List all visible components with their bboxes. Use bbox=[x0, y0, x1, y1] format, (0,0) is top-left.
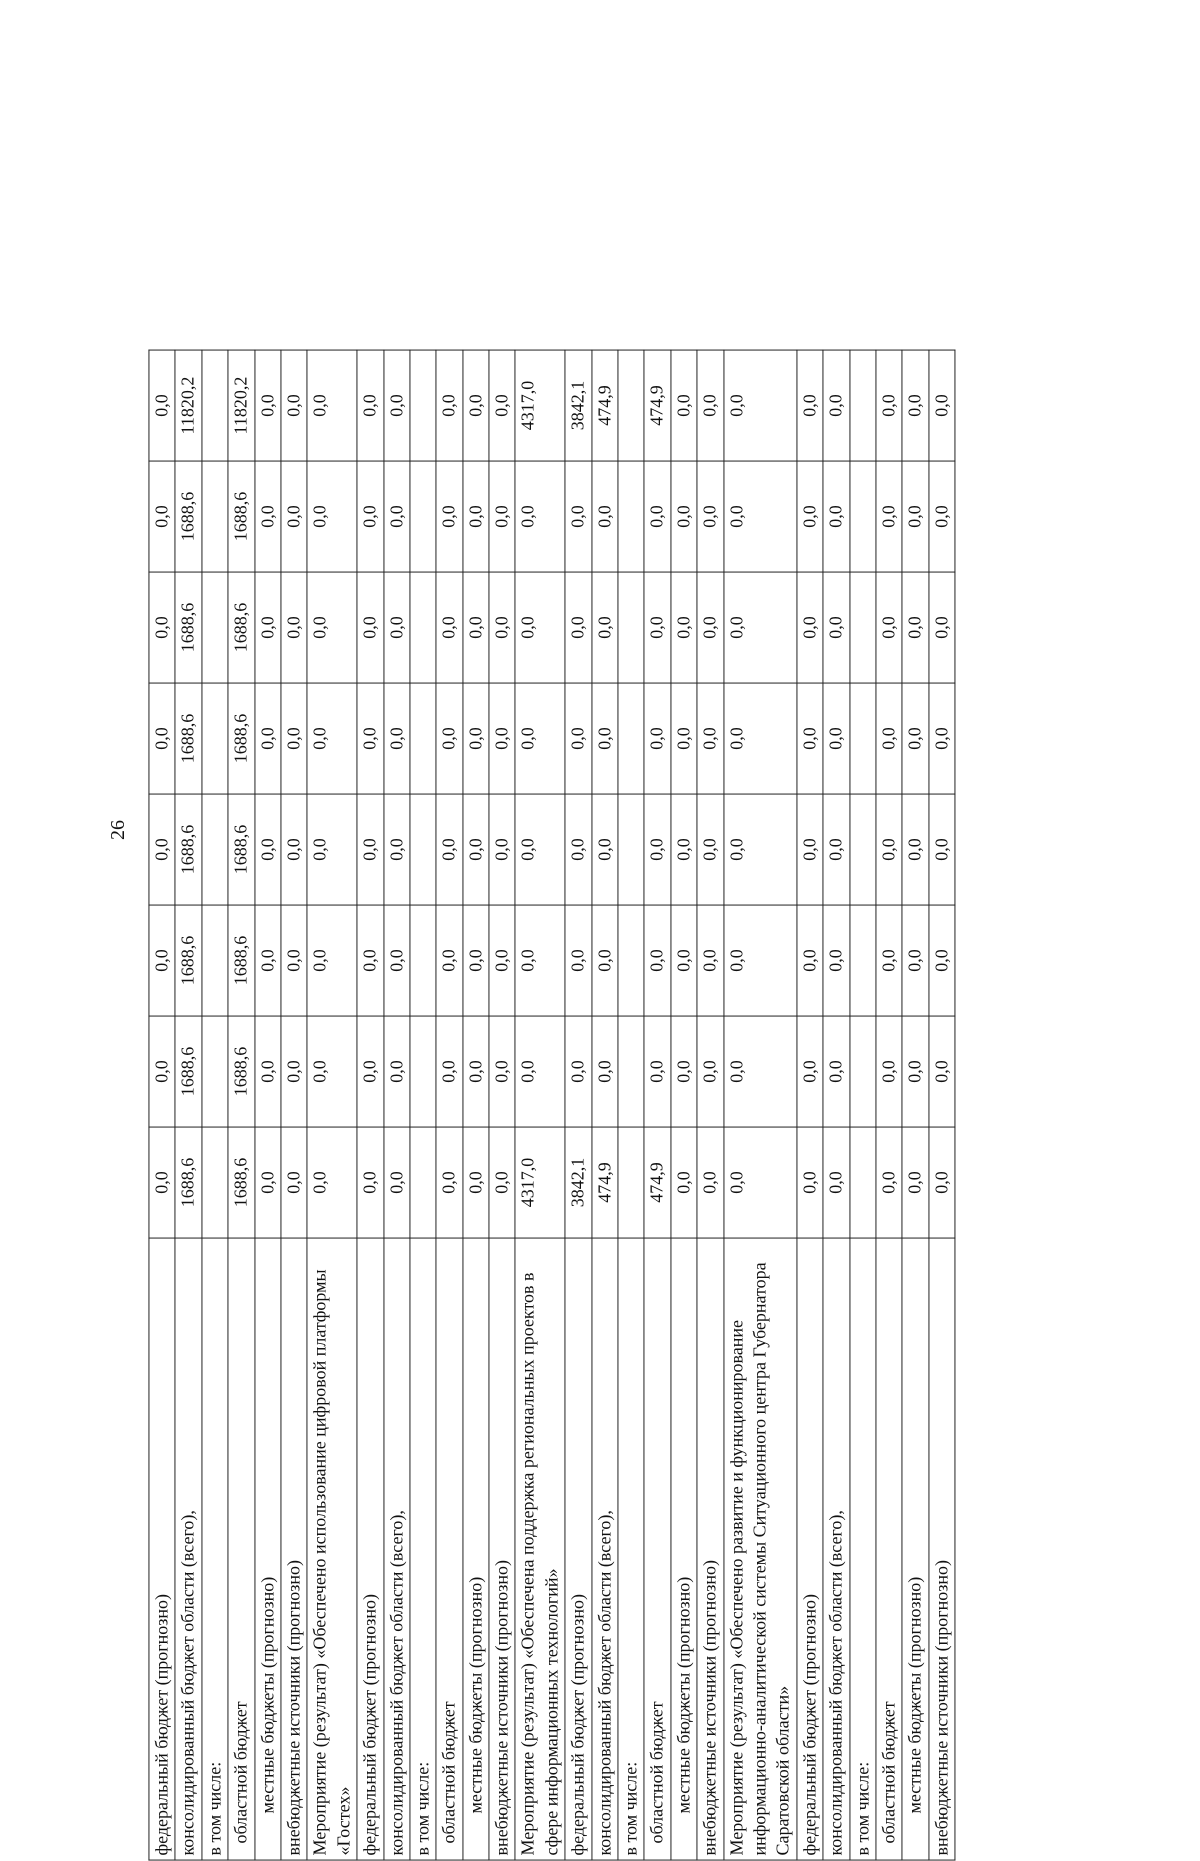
value-cell: 0,0 bbox=[902, 350, 928, 461]
value-cell bbox=[202, 572, 228, 683]
row-label: Мероприятие (результат) «Обеспечено развитие и функционирование информационно-аналитической системы Ситуационного центра Губернатора Саратовской области» bbox=[724, 1238, 797, 1860]
value-cell: 0,0 bbox=[436, 794, 462, 905]
value-cell: 0,0 bbox=[255, 905, 281, 1016]
value-cell: 0,0 bbox=[797, 1016, 823, 1127]
row-label: Мероприятие (результат) «Обеспечено использование цифровой платформы «Гостех» bbox=[307, 1238, 357, 1860]
value-cell: 0,0 bbox=[281, 350, 307, 461]
value-cell: 0,0 bbox=[383, 572, 409, 683]
value-cell: 0,0 bbox=[929, 1127, 955, 1238]
value-cell: 0,0 bbox=[929, 461, 955, 572]
row-label: областной бюджет bbox=[228, 1238, 254, 1860]
value-cell: 0,0 bbox=[489, 1127, 515, 1238]
value-cell: 0,0 bbox=[797, 461, 823, 572]
value-cell: 0,0 bbox=[281, 1016, 307, 1127]
value-cell: 0,0 bbox=[307, 794, 357, 905]
value-cell: 0,0 bbox=[357, 572, 383, 683]
row-label: федеральный бюджет (прогнозно) bbox=[797, 1238, 823, 1860]
value-cell: 1688,6 bbox=[175, 572, 201, 683]
budget-table-body bbox=[149, 350, 955, 1860]
value-cell: 0,0 bbox=[724, 905, 797, 1016]
value-cell: 0,0 bbox=[307, 572, 357, 683]
value-cell: 0,0 bbox=[671, 350, 697, 461]
value-cell: 0,0 bbox=[697, 461, 723, 572]
value-cell: 0,0 bbox=[149, 794, 175, 905]
value-cell: 0,0 bbox=[281, 461, 307, 572]
value-cell: 0,0 bbox=[697, 683, 723, 794]
value-cell bbox=[618, 1016, 644, 1127]
value-cell: 0,0 bbox=[724, 461, 797, 572]
value-cell: 0,0 bbox=[697, 1016, 723, 1127]
value-cell: 0,0 bbox=[463, 794, 489, 905]
value-cell: 0,0 bbox=[902, 572, 928, 683]
value-cell bbox=[618, 1127, 644, 1238]
value-cell: 0,0 bbox=[357, 350, 383, 461]
table-row bbox=[565, 350, 591, 1860]
row-label: в том числе: bbox=[410, 1238, 436, 1860]
row-label: в том числе: bbox=[202, 1238, 228, 1860]
table-row bbox=[383, 350, 409, 1860]
value-cell bbox=[849, 572, 875, 683]
value-cell bbox=[618, 905, 644, 1016]
value-cell bbox=[202, 905, 228, 1016]
value-cell: 0,0 bbox=[592, 1016, 618, 1127]
value-cell: 0,0 bbox=[902, 1127, 928, 1238]
value-cell bbox=[410, 572, 436, 683]
table-row bbox=[902, 350, 928, 1860]
value-cell: 0,0 bbox=[149, 905, 175, 1016]
value-cell: 0,0 bbox=[823, 572, 849, 683]
value-cell: 0,0 bbox=[876, 1016, 902, 1127]
value-cell: 0,0 bbox=[463, 572, 489, 683]
row-label: областной бюджет bbox=[436, 1238, 462, 1860]
value-cell: 0,0 bbox=[489, 461, 515, 572]
value-cell: 0,0 bbox=[671, 1127, 697, 1238]
value-cell: 0,0 bbox=[489, 350, 515, 461]
value-cell: 0,0 bbox=[929, 1016, 955, 1127]
value-cell: 1688,6 bbox=[228, 1127, 254, 1238]
value-cell: 0,0 bbox=[383, 1016, 409, 1127]
value-cell bbox=[410, 461, 436, 572]
value-cell bbox=[410, 1016, 436, 1127]
value-cell: 0,0 bbox=[383, 1127, 409, 1238]
value-cell: 0,0 bbox=[902, 1016, 928, 1127]
value-cell: 0,0 bbox=[902, 683, 928, 794]
value-cell: 0,0 bbox=[515, 683, 565, 794]
value-cell: 474,9 bbox=[592, 350, 618, 461]
value-cell: 0,0 bbox=[565, 1016, 591, 1127]
row-label: федеральный бюджет (прогнозно) bbox=[149, 1238, 175, 1860]
value-cell: 0,0 bbox=[876, 905, 902, 1016]
value-cell: 0,0 bbox=[823, 461, 849, 572]
value-cell: 474,9 bbox=[644, 350, 670, 461]
value-cell: 1688,6 bbox=[175, 794, 201, 905]
table-row bbox=[255, 350, 281, 1860]
value-cell: 0,0 bbox=[697, 572, 723, 683]
value-cell: 1688,6 bbox=[228, 905, 254, 1016]
value-cell: 0,0 bbox=[463, 1016, 489, 1127]
value-cell: 0,0 bbox=[307, 1016, 357, 1127]
value-cell bbox=[849, 350, 875, 461]
row-label: внебюджетные источники (прогнозно) bbox=[697, 1238, 723, 1860]
row-label: местные бюджеты (прогнозно) bbox=[463, 1238, 489, 1860]
value-cell: 0,0 bbox=[489, 683, 515, 794]
value-cell bbox=[410, 683, 436, 794]
value-cell: 0,0 bbox=[281, 572, 307, 683]
table-row bbox=[876, 350, 902, 1860]
value-cell: 0,0 bbox=[876, 572, 902, 683]
value-cell: 0,0 bbox=[671, 683, 697, 794]
value-cell bbox=[202, 794, 228, 905]
value-cell: 0,0 bbox=[149, 1127, 175, 1238]
value-cell: 1688,6 bbox=[228, 794, 254, 905]
value-cell: 1688,6 bbox=[175, 905, 201, 1016]
value-cell: 0,0 bbox=[876, 461, 902, 572]
table-row bbox=[228, 350, 254, 1860]
value-cell: 0,0 bbox=[307, 1127, 357, 1238]
value-cell: 0,0 bbox=[565, 905, 591, 1016]
value-cell: 0,0 bbox=[255, 572, 281, 683]
value-cell: 0,0 bbox=[515, 461, 565, 572]
budget-table bbox=[148, 350, 955, 1861]
value-cell bbox=[410, 350, 436, 461]
value-cell: 0,0 bbox=[281, 683, 307, 794]
value-cell: 0,0 bbox=[436, 572, 462, 683]
value-cell: 0,0 bbox=[823, 1016, 849, 1127]
value-cell: 1688,6 bbox=[228, 1016, 254, 1127]
table-row bbox=[281, 350, 307, 1860]
value-cell: 0,0 bbox=[383, 905, 409, 1016]
value-cell: 0,0 bbox=[515, 1016, 565, 1127]
table-row bbox=[592, 350, 618, 1860]
value-cell bbox=[202, 350, 228, 461]
value-cell: 1688,6 bbox=[175, 461, 201, 572]
row-label: в том числе: bbox=[618, 1238, 644, 1860]
value-cell: 0,0 bbox=[565, 572, 591, 683]
value-cell: 0,0 bbox=[929, 350, 955, 461]
value-cell: 1688,6 bbox=[175, 683, 201, 794]
value-cell: 0,0 bbox=[644, 905, 670, 1016]
value-cell: 0,0 bbox=[929, 905, 955, 1016]
value-cell bbox=[202, 461, 228, 572]
table-row bbox=[671, 350, 697, 1860]
value-cell: 0,0 bbox=[383, 794, 409, 905]
value-cell: 0,0 bbox=[876, 350, 902, 461]
value-cell: 0,0 bbox=[307, 683, 357, 794]
value-cell: 0,0 bbox=[307, 461, 357, 572]
value-cell: 0,0 bbox=[876, 1127, 902, 1238]
value-cell bbox=[410, 905, 436, 1016]
value-cell: 0,0 bbox=[592, 905, 618, 1016]
table-row bbox=[697, 350, 723, 1860]
table-row bbox=[357, 350, 383, 1860]
budget-table-wrapper bbox=[148, 351, 955, 1861]
table-row bbox=[410, 350, 436, 1860]
value-cell bbox=[410, 794, 436, 905]
value-cell: 0,0 bbox=[902, 905, 928, 1016]
value-cell: 0,0 bbox=[281, 905, 307, 1016]
value-cell: 0,0 bbox=[823, 350, 849, 461]
value-cell: 0,0 bbox=[383, 683, 409, 794]
row-label: консолидированный бюджет области (всего), bbox=[823, 1238, 849, 1860]
value-cell: 0,0 bbox=[149, 683, 175, 794]
table-row bbox=[823, 350, 849, 1860]
value-cell: 0,0 bbox=[644, 683, 670, 794]
value-cell: 0,0 bbox=[255, 683, 281, 794]
value-cell: 0,0 bbox=[436, 905, 462, 1016]
row-label: областной бюджет bbox=[876, 1238, 902, 1860]
value-cell: 0,0 bbox=[797, 905, 823, 1016]
value-cell: 0,0 bbox=[357, 683, 383, 794]
table-row bbox=[463, 350, 489, 1860]
row-label: консолидированный бюджет области (всего), bbox=[175, 1238, 201, 1860]
table-row bbox=[929, 350, 955, 1860]
value-cell bbox=[618, 794, 644, 905]
value-cell: 11820,2 bbox=[228, 350, 254, 461]
value-cell: 0,0 bbox=[697, 794, 723, 905]
row-label: внебюджетные источники (прогнозно) bbox=[281, 1238, 307, 1860]
value-cell: 0,0 bbox=[724, 350, 797, 461]
table-row bbox=[797, 350, 823, 1860]
value-cell: 0,0 bbox=[307, 350, 357, 461]
value-cell: 0,0 bbox=[724, 1127, 797, 1238]
row-label: местные бюджеты (прогнозно) bbox=[902, 1238, 928, 1860]
value-cell bbox=[202, 683, 228, 794]
value-cell: 0,0 bbox=[489, 905, 515, 1016]
value-cell: 0,0 bbox=[592, 794, 618, 905]
value-cell: 3842,1 bbox=[565, 350, 591, 461]
value-cell: 0,0 bbox=[797, 350, 823, 461]
value-cell: 1688,6 bbox=[175, 1127, 201, 1238]
value-cell: 1688,6 bbox=[228, 572, 254, 683]
value-cell: 0,0 bbox=[149, 572, 175, 683]
value-cell bbox=[618, 350, 644, 461]
value-cell: 0,0 bbox=[357, 905, 383, 1016]
value-cell: 0,0 bbox=[565, 794, 591, 905]
row-label: местные бюджеты (прогнозно) bbox=[671, 1238, 697, 1860]
value-cell: 0,0 bbox=[797, 1127, 823, 1238]
table-row bbox=[724, 350, 797, 1860]
value-cell: 0,0 bbox=[565, 683, 591, 794]
row-label: федеральный бюджет (прогнозно) bbox=[357, 1238, 383, 1860]
value-cell: 0,0 bbox=[436, 1127, 462, 1238]
row-label: областной бюджет bbox=[644, 1238, 670, 1860]
value-cell: 0,0 bbox=[592, 572, 618, 683]
value-cell: 0,0 bbox=[255, 1016, 281, 1127]
value-cell: 0,0 bbox=[724, 1016, 797, 1127]
value-cell: 0,0 bbox=[489, 1016, 515, 1127]
value-cell: 0,0 bbox=[383, 461, 409, 572]
value-cell: 1688,6 bbox=[175, 1016, 201, 1127]
table-row bbox=[202, 350, 228, 1860]
table-row bbox=[849, 350, 875, 1860]
value-cell: 0,0 bbox=[671, 905, 697, 1016]
value-cell: 0,0 bbox=[644, 461, 670, 572]
value-cell: 0,0 bbox=[281, 794, 307, 905]
value-cell: 0,0 bbox=[357, 461, 383, 572]
table-row bbox=[644, 350, 670, 1860]
value-cell: 0,0 bbox=[149, 1016, 175, 1127]
value-cell: 0,0 bbox=[357, 1127, 383, 1238]
value-cell: 0,0 bbox=[671, 1016, 697, 1127]
value-cell: 0,0 bbox=[255, 794, 281, 905]
value-cell: 0,0 bbox=[823, 794, 849, 905]
value-cell: 0,0 bbox=[463, 1127, 489, 1238]
row-label: местные бюджеты (прогнозно) bbox=[255, 1238, 281, 1860]
value-cell: 0,0 bbox=[489, 572, 515, 683]
value-cell bbox=[849, 905, 875, 1016]
value-cell: 0,0 bbox=[592, 683, 618, 794]
row-label: федеральный бюджет (прогнозно) bbox=[565, 1238, 591, 1860]
value-cell bbox=[202, 1127, 228, 1238]
value-cell: 0,0 bbox=[876, 794, 902, 905]
value-cell bbox=[618, 683, 644, 794]
value-cell: 0,0 bbox=[255, 350, 281, 461]
value-cell: 1688,6 bbox=[228, 683, 254, 794]
value-cell: 0,0 bbox=[515, 572, 565, 683]
row-label: Мероприятие (результат) «Обеспечена поддержка региональных проектов в сфере информационных технологий» bbox=[515, 1238, 565, 1860]
value-cell: 0,0 bbox=[255, 461, 281, 572]
value-cell: 0,0 bbox=[823, 683, 849, 794]
value-cell: 0,0 bbox=[724, 572, 797, 683]
table-row bbox=[489, 350, 515, 1860]
value-cell: 0,0 bbox=[797, 683, 823, 794]
value-cell bbox=[849, 1016, 875, 1127]
value-cell bbox=[849, 683, 875, 794]
value-cell bbox=[849, 1127, 875, 1238]
value-cell bbox=[849, 794, 875, 905]
value-cell: 0,0 bbox=[255, 1127, 281, 1238]
table-row bbox=[618, 350, 644, 1860]
value-cell: 0,0 bbox=[307, 905, 357, 1016]
value-cell: 11820,2 bbox=[175, 350, 201, 461]
value-cell: 0,0 bbox=[902, 461, 928, 572]
table-row bbox=[149, 350, 175, 1860]
value-cell: 0,0 bbox=[929, 794, 955, 905]
value-cell: 0,0 bbox=[565, 461, 591, 572]
table-row bbox=[515, 350, 565, 1860]
value-cell: 1688,6 bbox=[228, 461, 254, 572]
table-row bbox=[436, 350, 462, 1860]
value-cell bbox=[410, 1127, 436, 1238]
value-cell: 0,0 bbox=[592, 461, 618, 572]
value-cell: 0,0 bbox=[383, 350, 409, 461]
value-cell bbox=[202, 1016, 228, 1127]
value-cell: 3842,1 bbox=[565, 1127, 591, 1238]
value-cell: 0,0 bbox=[463, 350, 489, 461]
value-cell: 0,0 bbox=[357, 794, 383, 905]
value-cell: 0,0 bbox=[697, 905, 723, 1016]
value-cell: 0,0 bbox=[436, 461, 462, 572]
value-cell: 0,0 bbox=[671, 572, 697, 683]
value-cell: 0,0 bbox=[357, 1016, 383, 1127]
row-label: внебюджетные источники (прогнозно) bbox=[929, 1238, 955, 1860]
table-row bbox=[307, 350, 357, 1860]
value-cell: 0,0 bbox=[463, 461, 489, 572]
value-cell: 0,0 bbox=[671, 794, 697, 905]
value-cell: 0,0 bbox=[797, 572, 823, 683]
value-cell: 0,0 bbox=[436, 350, 462, 461]
row-label: внебюджетные источники (прогнозно) bbox=[489, 1238, 515, 1860]
value-cell: 0,0 bbox=[489, 794, 515, 905]
row-label: консолидированный бюджет области (всего), bbox=[592, 1238, 618, 1860]
row-label: в том числе: bbox=[849, 1238, 875, 1860]
value-cell: 4317,0 bbox=[515, 350, 565, 461]
value-cell: 0,0 bbox=[281, 1127, 307, 1238]
value-cell: 0,0 bbox=[902, 794, 928, 905]
value-cell: 0,0 bbox=[724, 794, 797, 905]
value-cell: 0,0 bbox=[697, 350, 723, 461]
value-cell: 0,0 bbox=[644, 1016, 670, 1127]
value-cell: 0,0 bbox=[929, 683, 955, 794]
value-cell: 0,0 bbox=[697, 1127, 723, 1238]
value-cell: 0,0 bbox=[929, 572, 955, 683]
value-cell: 0,0 bbox=[149, 350, 175, 461]
value-cell: 0,0 bbox=[823, 905, 849, 1016]
value-cell: 0,0 bbox=[671, 461, 697, 572]
value-cell: 0,0 bbox=[644, 794, 670, 905]
value-cell: 0,0 bbox=[463, 683, 489, 794]
value-cell bbox=[618, 572, 644, 683]
value-cell: 0,0 bbox=[515, 794, 565, 905]
value-cell: 0,0 bbox=[724, 683, 797, 794]
value-cell bbox=[849, 461, 875, 572]
value-cell: 0,0 bbox=[463, 905, 489, 1016]
value-cell: 0,0 bbox=[515, 905, 565, 1016]
value-cell: 0,0 bbox=[876, 683, 902, 794]
value-cell: 4317,0 bbox=[515, 1127, 565, 1238]
value-cell: 474,9 bbox=[592, 1127, 618, 1238]
value-cell: 0,0 bbox=[436, 1016, 462, 1127]
value-cell: 0,0 bbox=[823, 1127, 849, 1238]
page-number: 26 bbox=[107, 820, 129, 840]
row-label: консолидированный бюджет области (всего), bbox=[383, 1238, 409, 1860]
value-cell: 0,0 bbox=[797, 794, 823, 905]
value-cell: 0,0 bbox=[644, 572, 670, 683]
table-row bbox=[175, 350, 201, 1860]
value-cell: 0,0 bbox=[149, 461, 175, 572]
value-cell: 474,9 bbox=[644, 1127, 670, 1238]
value-cell bbox=[618, 461, 644, 572]
value-cell: 0,0 bbox=[436, 683, 462, 794]
